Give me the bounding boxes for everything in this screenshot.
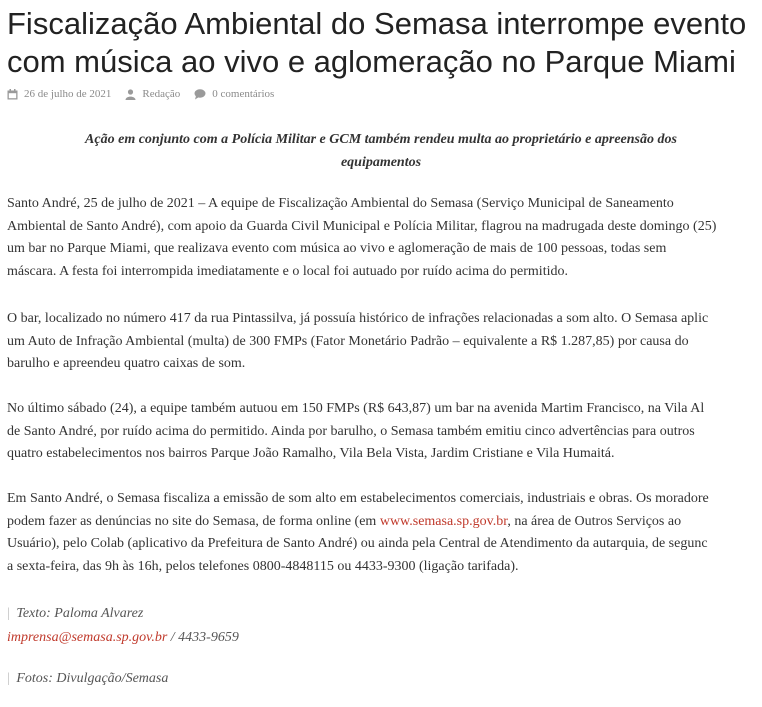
meta-date: [7, 88, 111, 100]
paragraph-4: [7, 488, 762, 578]
press-phone: / 4433-9659: [167, 630, 239, 645]
paragraph-3-line: de Santo André, por ruído acima do permitido. Ainda por barulho, o Semasa também emitiu cinco advertências para outros: [7, 423, 695, 439]
contact-credit: [7, 627, 239, 649]
meta-author-text: Redação: [142, 88, 181, 100]
paragraph-3-line: quatro estabelecimentos nos bairros Parque João Ramalho, Vila Bela Vista, Jardim Cristiane e Vila Humaitá.: [7, 446, 615, 461]
paragraph-1-line: máscara. A festa foi interrompida imediatamente e o local foi autuado por ruído acima do permitido.: [7, 263, 568, 279]
paragraph-3-line: No último sábado (24), a equipe também autuou em 150 FMPs (R$ 643,87) um bar na avenida Martim Francisco, na Vila Al: [7, 401, 705, 416]
paragraph-1-line: Ambiental de Santo André), com apoio da Guarda Civil Municipal e Polícia Militar, flagrou na madrugada deste domingo (25): [7, 218, 717, 234]
paragraph-2-line: O bar, localizado no número 417 da rua Pintassilva, já possuía histórico de infrações relacionadas a som alto. O Semasa aplic: [7, 311, 709, 326]
lead-line-2: equipamentos: [340, 155, 422, 170]
paragraph-2-line: barulho e apreendeu quatro caixas de som.: [7, 356, 246, 371]
meta-comments[interactable]: [194, 88, 274, 100]
article-title-line-1: Fiscalização Ambiental do Semasa interrompe evento: [7, 6, 747, 41]
photo-credit: [7, 668, 168, 690]
paragraph-1-line: um bar no Parque Miami, que realizava evento com música ao vivo e aglomeração de mais de 100 pessoas, todas sem: [7, 241, 667, 256]
photo-credit-label: Fotos: Divulgação/Semasa: [16, 671, 169, 686]
lead-line-1: Ação em conjunto com a Polícia Militar e GCM também rendeu multa ao proprietário e apreensão dos: [85, 132, 677, 147]
paragraph-4-line: a sexta-feira, das 9h às 16h, pelos telefones 0800-4848115 ou 4433-9300 (ligação tarifada).: [7, 558, 519, 574]
paragraph-4-line: Em Santo André, o Semasa fiscaliza a emissão de som alto em estabelecimentos comerciais, industriais e obras. Os moradore: [7, 491, 709, 506]
comment-icon: [194, 89, 206, 100]
press-email-link[interactable]: imprensa@semasa.sp.gov.br: [7, 630, 168, 645]
paragraph-4-text: , na área de Outros Serviços ao: [507, 513, 682, 529]
article-lead: [0, 128, 762, 174]
paragraph-2-line: um Auto de Infração Ambiental (multa) de 300 FMPs (Fator Monetário Padrão – equivalente a R$ 1.287,85) por causa do: [7, 333, 689, 349]
user-icon: [125, 89, 136, 100]
paragraph-1: [7, 193, 762, 283]
paragraph-4-line: [7, 511, 762, 534]
article-title: [7, 5, 762, 81]
credit-separator: |: [7, 606, 10, 621]
paragraph-2: [7, 308, 762, 376]
text-credit: [7, 603, 143, 625]
calendar-icon: [7, 89, 18, 100]
meta-date-text: 26 de julho de 2021: [24, 88, 112, 100]
paragraph-3: [7, 398, 762, 466]
meta-author[interactable]: [125, 88, 180, 100]
article-title-line-2: com música ao vivo e aglomeração no Parque Miami: [7, 44, 736, 79]
credit-separator: |: [7, 671, 10, 686]
meta-comments-text: 0 comentários: [212, 88, 275, 100]
text-credit-label: Texto: Paloma Alvarez: [16, 606, 144, 621]
semasa-website-link[interactable]: www.semasa.sp.gov.br: [379, 513, 508, 529]
paragraph-4-text: podem fazer as denúncias no site do Semasa, de forma online (em: [7, 513, 380, 529]
paragraph-1-line: Santo André, 25 de julho de 2021 – A equipe de Fiscalização Ambiental do Semasa (Serviço Municipal de Saneamento: [7, 196, 674, 211]
paragraph-4-line: Usuário), pelo Colab (aplicativo da Prefeitura de Santo André) ou ainda pela Central de Atendimento da autarquia, de segunc: [7, 536, 708, 551]
article-meta: [7, 88, 288, 100]
